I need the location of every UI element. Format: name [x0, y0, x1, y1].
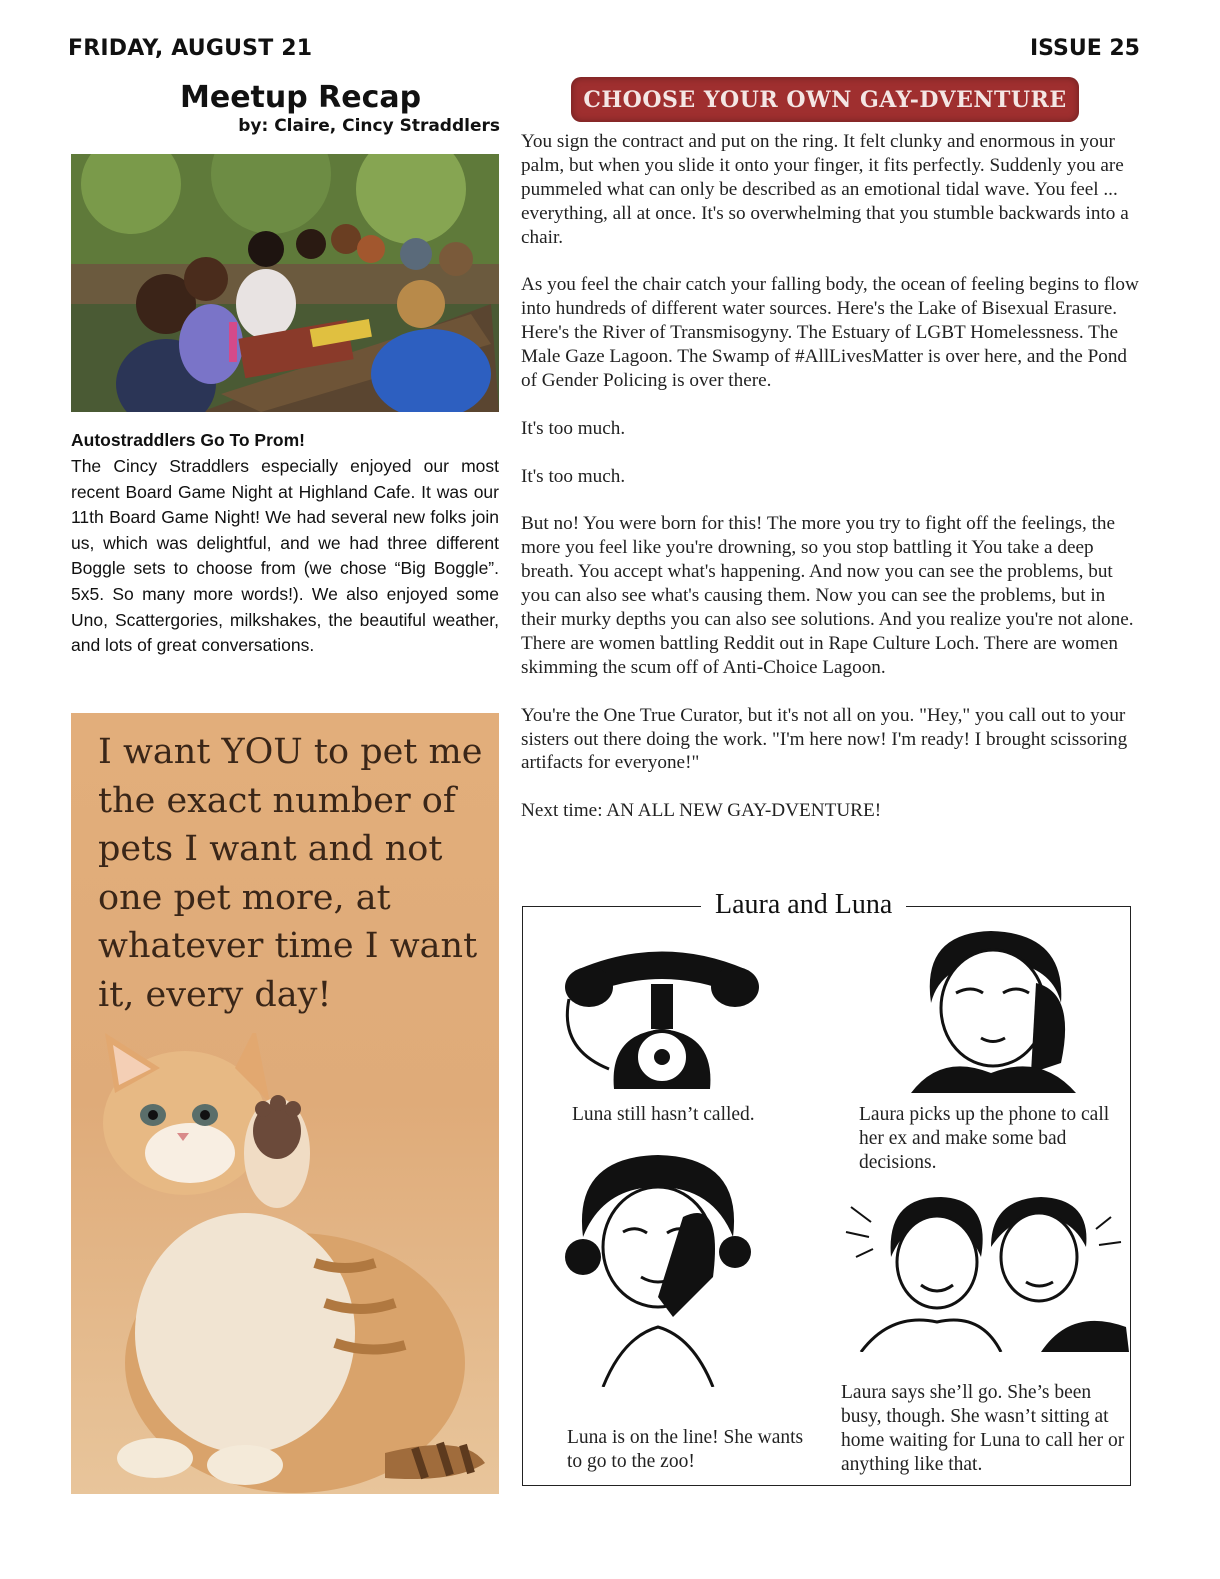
adventure-banner [571, 77, 1079, 122]
recap-title: Meetup Recap [180, 80, 422, 115]
comic-caption-1: Luna still hasn’t called. [572, 1104, 755, 1125]
issue-date: FRIDAY, AUGUST 21 [68, 36, 313, 61]
recap-byline: by: Claire, Cincy Straddlers [238, 116, 500, 136]
adventure-banner-text: CHOOSE YOUR OWN GAY-DVENTURE [583, 86, 1067, 113]
comic-title: Laura and Luna [701, 889, 906, 921]
story-paragraph: It's too much. [521, 417, 626, 439]
adventure-story [521, 130, 1141, 847]
comic-caption-3: Luna is on the line! She wants to go to the zoo! [567, 1427, 804, 1472]
article-body: The Cincy Straddlers especially enjoyed our most recent Board Game Night at Highland Cafe. It was our 11th Board Game Night! We had several new folks join us, which was delightful, and we had three different Boggle sets to choose from (we chose “Big Boggle”. 5x5. So many more words!). We also enjoyed some Uno, Scattergories, milkshakes, the beautiful weather, and lots of great conversations. [71, 456, 499, 656]
comic-strip [522, 889, 1131, 1486]
story-paragraph: But no! You were born for this! The more you try to fight off the feelings, the more you feel like you're drowning, so you stop battling it You take a deep breath. You accept what's happening. And now you can see the problems, but you can also see what's causing them. Now you can see the problems, but in their murky depths you can also see solutions. And you realize you're not alone. There are women battling Reddit out in Rape Culture Loch. There are women skimming the scum off of Anti-Choice Lagoon. [521, 513, 1134, 678]
kitten-illustration [85, 1033, 485, 1493]
issue-number: ISSUE 25 [1029, 36, 1140, 61]
story-paragraph: You're the One True Curator, but it's not all on you. "Hey," you call out to your sisters out there doing the work. "I'm here now! I'm ready! I brought scissoring artifacts for everyone!" [521, 704, 1128, 774]
meetup-photo-illustration [71, 154, 499, 412]
woman-on-phone-illustration [901, 923, 1083, 1093]
story-paragraph: Next time: AN ALL NEW GAY-DVENTURE! [521, 800, 882, 822]
two-women-chatting-illustration [841, 1187, 1129, 1352]
cat-poster-quote: I want YOU to pet me the exact number of pets I want and not one pet more, at whatever time I want it, every day! [98, 732, 483, 1015]
comic-caption-2: Laura picks up the phone to call her ex and make some bad decisions. [859, 1104, 1110, 1173]
woman-with-telephone-illustration [563, 1147, 753, 1387]
comic-caption-4: Laura says she’ll go. She’s been busy, though. She wasn’t sitting at home waiting for Luna to call her or anything like that. [841, 1382, 1125, 1475]
story-paragraph: It's too much. [521, 465, 626, 487]
story-paragraph: As you feel the chair catch your falling body, the ocean of feeling begins to flow into hundreds of different water sources. Here's the Lake of Bisexual Erasure. Here's the River of Transmisogyny. The Estuary of LGBT Homelessness. The Male Gaze Lagoon. The Swamp of #AllLivesMatter is over here, and the Pond of Gender Policing is over there. [521, 274, 1139, 392]
rotary-phone-illustration [559, 939, 765, 1095]
meetup-photo [71, 154, 499, 412]
article-heading: Autostraddlers Go To Prom! [71, 430, 305, 450]
story-paragraph: You sign the contract and put on the ring. It felt clunky and enormous in your palm, but when you slide it onto your finger, it fits perfectly. Suddenly you are pummeled what can only be described as an emotional tidal wave. You feel ... everything, all at once. It's so overwhelming that you stumble backwards into a chair. [521, 131, 1129, 248]
cat-poster [71, 713, 499, 1494]
